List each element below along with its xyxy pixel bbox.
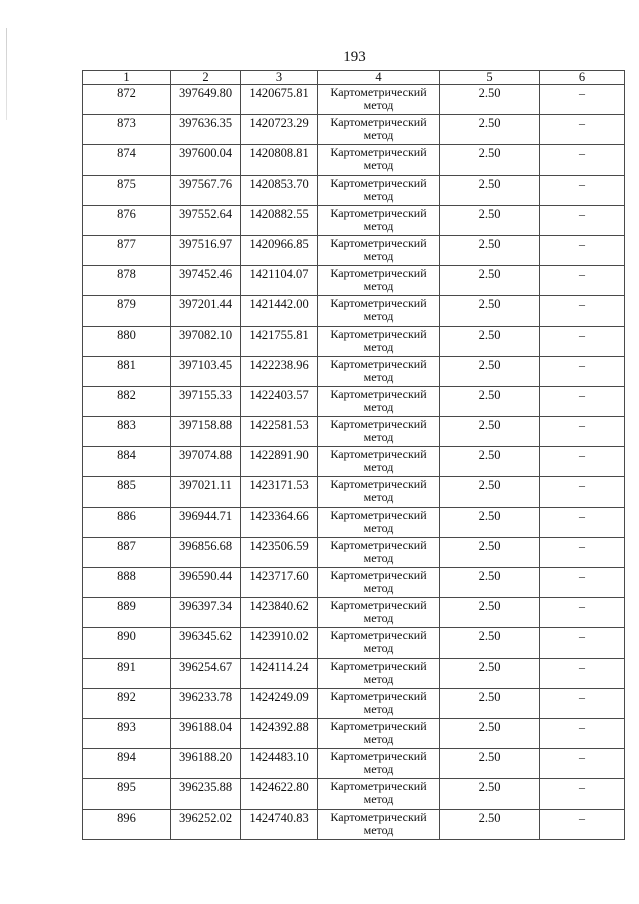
note-cell: – bbox=[540, 688, 625, 718]
x-coordinate-cell: 397567.76 bbox=[171, 175, 241, 205]
x-coordinate-cell: 397452.46 bbox=[171, 266, 241, 296]
point-number-cell: 885 bbox=[83, 477, 171, 507]
note-cell: – bbox=[540, 115, 625, 145]
column-header: 5 bbox=[440, 71, 540, 85]
note-cell: – bbox=[540, 85, 625, 115]
method-cell: Картометрический метод bbox=[318, 507, 440, 537]
y-coordinate-cell: 1421104.07 bbox=[241, 266, 318, 296]
x-coordinate-cell: 397021.11 bbox=[171, 477, 241, 507]
x-coordinate-cell: 397082.10 bbox=[171, 326, 241, 356]
point-number-cell: 875 bbox=[83, 175, 171, 205]
method-cell: Картометрический метод bbox=[318, 296, 440, 326]
table-row bbox=[83, 447, 625, 477]
y-coordinate-cell: 1421755.81 bbox=[241, 326, 318, 356]
method-cell: Картометрический метод bbox=[318, 85, 440, 115]
method-cell: Картометрический метод bbox=[318, 568, 440, 598]
table-row bbox=[83, 85, 625, 115]
table-row bbox=[83, 145, 625, 175]
method-cell: Картометрический метод bbox=[318, 356, 440, 386]
y-coordinate-cell: 1423910.02 bbox=[241, 628, 318, 658]
table-row bbox=[83, 658, 625, 688]
method-cell: Картометрический метод bbox=[318, 658, 440, 688]
accuracy-cell: 2.50 bbox=[440, 688, 540, 718]
table-row bbox=[83, 749, 625, 779]
x-coordinate-cell: 397636.35 bbox=[171, 115, 241, 145]
point-number-cell: 883 bbox=[83, 417, 171, 447]
point-number-cell: 888 bbox=[83, 568, 171, 598]
table-row bbox=[83, 205, 625, 235]
x-coordinate-cell: 396590.44 bbox=[171, 568, 241, 598]
accuracy-cell: 2.50 bbox=[440, 115, 540, 145]
note-cell: – bbox=[540, 145, 625, 175]
note-cell: – bbox=[540, 507, 625, 537]
point-number-cell: 887 bbox=[83, 537, 171, 567]
table-row bbox=[83, 688, 625, 718]
x-coordinate-cell: 397201.44 bbox=[171, 296, 241, 326]
accuracy-cell: 2.50 bbox=[440, 386, 540, 416]
y-coordinate-cell: 1420675.81 bbox=[241, 85, 318, 115]
column-header: 4 bbox=[318, 71, 440, 85]
accuracy-cell: 2.50 bbox=[440, 417, 540, 447]
point-number-cell: 891 bbox=[83, 658, 171, 688]
point-number-cell: 895 bbox=[83, 779, 171, 809]
method-cell: Картометрический метод bbox=[318, 326, 440, 356]
x-coordinate-cell: 397074.88 bbox=[171, 447, 241, 477]
x-coordinate-cell: 397158.88 bbox=[171, 417, 241, 447]
y-coordinate-cell: 1422403.57 bbox=[241, 386, 318, 416]
y-coordinate-cell: 1423717.60 bbox=[241, 568, 318, 598]
point-number-cell: 878 bbox=[83, 266, 171, 296]
point-number-cell: 890 bbox=[83, 628, 171, 658]
method-cell: Картометрический метод bbox=[318, 175, 440, 205]
y-coordinate-cell: 1420882.55 bbox=[241, 205, 318, 235]
x-coordinate-cell: 397552.64 bbox=[171, 205, 241, 235]
table-row bbox=[83, 296, 625, 326]
x-coordinate-cell: 396944.71 bbox=[171, 507, 241, 537]
note-cell: – bbox=[540, 235, 625, 265]
note-cell: – bbox=[540, 326, 625, 356]
accuracy-cell: 2.50 bbox=[440, 477, 540, 507]
method-cell: Картометрический метод bbox=[318, 477, 440, 507]
table-row bbox=[83, 809, 625, 839]
note-cell: – bbox=[540, 447, 625, 477]
y-coordinate-cell: 1422238.96 bbox=[241, 356, 318, 386]
accuracy-cell: 2.50 bbox=[440, 205, 540, 235]
y-coordinate-cell: 1420966.85 bbox=[241, 235, 318, 265]
coordinates-table bbox=[82, 70, 625, 840]
point-number-cell: 872 bbox=[83, 85, 171, 115]
point-number-cell: 892 bbox=[83, 688, 171, 718]
table-row bbox=[83, 628, 625, 658]
y-coordinate-cell: 1421442.00 bbox=[241, 296, 318, 326]
y-coordinate-cell: 1424483.10 bbox=[241, 749, 318, 779]
note-cell: – bbox=[540, 296, 625, 326]
x-coordinate-cell: 397103.45 bbox=[171, 356, 241, 386]
method-cell: Картометрический метод bbox=[318, 749, 440, 779]
column-header: 6 bbox=[540, 71, 625, 85]
point-number-cell: 884 bbox=[83, 447, 171, 477]
accuracy-cell: 2.50 bbox=[440, 718, 540, 748]
note-cell: – bbox=[540, 356, 625, 386]
y-coordinate-cell: 1423364.66 bbox=[241, 507, 318, 537]
accuracy-cell: 2.50 bbox=[440, 658, 540, 688]
y-coordinate-cell: 1424249.09 bbox=[241, 688, 318, 718]
method-cell: Картометрический метод bbox=[318, 598, 440, 628]
x-coordinate-cell: 396233.78 bbox=[171, 688, 241, 718]
note-cell: – bbox=[540, 598, 625, 628]
accuracy-cell: 2.50 bbox=[440, 296, 540, 326]
page-number: 193 bbox=[343, 49, 366, 65]
note-cell: – bbox=[540, 175, 625, 205]
table-row bbox=[83, 175, 625, 205]
accuracy-cell: 2.50 bbox=[440, 598, 540, 628]
accuracy-cell: 2.50 bbox=[440, 447, 540, 477]
y-coordinate-cell: 1422891.90 bbox=[241, 447, 318, 477]
method-cell: Картометрический метод bbox=[318, 386, 440, 416]
accuracy-cell: 2.50 bbox=[440, 568, 540, 598]
x-coordinate-cell: 396345.62 bbox=[171, 628, 241, 658]
note-cell: – bbox=[540, 205, 625, 235]
method-cell: Картометрический метод bbox=[318, 628, 440, 658]
point-number-cell: 889 bbox=[83, 598, 171, 628]
method-cell: Картометрический метод bbox=[318, 447, 440, 477]
x-coordinate-cell: 396254.67 bbox=[171, 658, 241, 688]
accuracy-cell: 2.50 bbox=[440, 537, 540, 567]
table-row bbox=[83, 718, 625, 748]
point-number-cell: 873 bbox=[83, 115, 171, 145]
y-coordinate-cell: 1424392.88 bbox=[241, 718, 318, 748]
column-header: 3 bbox=[241, 71, 318, 85]
table-row bbox=[83, 568, 625, 598]
table-row bbox=[83, 417, 625, 447]
table-row bbox=[83, 326, 625, 356]
table-row bbox=[83, 477, 625, 507]
method-cell: Картометрический метод bbox=[318, 688, 440, 718]
point-number-cell: 894 bbox=[83, 749, 171, 779]
accuracy-cell: 2.50 bbox=[440, 628, 540, 658]
method-cell: Картометрический метод bbox=[318, 417, 440, 447]
accuracy-cell: 2.50 bbox=[440, 326, 540, 356]
accuracy-cell: 2.50 bbox=[440, 779, 540, 809]
x-coordinate-cell: 397600.04 bbox=[171, 145, 241, 175]
x-coordinate-cell: 397649.80 bbox=[171, 85, 241, 115]
table-row bbox=[83, 507, 625, 537]
table-body bbox=[83, 85, 625, 840]
note-cell: – bbox=[540, 386, 625, 416]
method-cell: Картометрический метод bbox=[318, 266, 440, 296]
y-coordinate-cell: 1420808.81 bbox=[241, 145, 318, 175]
method-cell: Картометрический метод bbox=[318, 145, 440, 175]
point-number-cell: 880 bbox=[83, 326, 171, 356]
point-number-cell: 886 bbox=[83, 507, 171, 537]
column-header: 2 bbox=[171, 71, 241, 85]
point-number-cell: 896 bbox=[83, 809, 171, 839]
y-coordinate-cell: 1424622.80 bbox=[241, 779, 318, 809]
point-number-cell: 881 bbox=[83, 356, 171, 386]
accuracy-cell: 2.50 bbox=[440, 175, 540, 205]
note-cell: – bbox=[540, 749, 625, 779]
accuracy-cell: 2.50 bbox=[440, 809, 540, 839]
x-coordinate-cell: 396252.02 bbox=[171, 809, 241, 839]
note-cell: – bbox=[540, 537, 625, 567]
method-cell: Картометрический метод bbox=[318, 809, 440, 839]
method-cell: Картометрический метод bbox=[318, 779, 440, 809]
note-cell: – bbox=[540, 779, 625, 809]
y-coordinate-cell: 1423506.59 bbox=[241, 537, 318, 567]
accuracy-cell: 2.50 bbox=[440, 235, 540, 265]
x-coordinate-cell: 396235.88 bbox=[171, 779, 241, 809]
x-coordinate-cell: 396188.20 bbox=[171, 749, 241, 779]
y-coordinate-cell: 1423840.62 bbox=[241, 598, 318, 628]
table-row bbox=[83, 266, 625, 296]
table-row bbox=[83, 115, 625, 145]
method-cell: Картометрический метод bbox=[318, 205, 440, 235]
accuracy-cell: 2.50 bbox=[440, 749, 540, 779]
method-cell: Картометрический метод bbox=[318, 235, 440, 265]
y-coordinate-cell: 1423171.53 bbox=[241, 477, 318, 507]
table-row bbox=[83, 386, 625, 416]
y-coordinate-cell: 1424114.24 bbox=[241, 658, 318, 688]
note-cell: – bbox=[540, 809, 625, 839]
table-row bbox=[83, 356, 625, 386]
y-coordinate-cell: 1420723.29 bbox=[241, 115, 318, 145]
note-cell: – bbox=[540, 568, 625, 598]
x-coordinate-cell: 396856.68 bbox=[171, 537, 241, 567]
column-header: 1 bbox=[83, 71, 171, 85]
y-coordinate-cell: 1420853.70 bbox=[241, 175, 318, 205]
table-row bbox=[83, 598, 625, 628]
table-row bbox=[83, 235, 625, 265]
note-cell: – bbox=[540, 477, 625, 507]
table-row bbox=[83, 779, 625, 809]
note-cell: – bbox=[540, 417, 625, 447]
accuracy-cell: 2.50 bbox=[440, 356, 540, 386]
note-cell: – bbox=[540, 628, 625, 658]
table-row bbox=[83, 537, 625, 567]
point-number-cell: 882 bbox=[83, 386, 171, 416]
note-cell: – bbox=[540, 266, 625, 296]
x-coordinate-cell: 397516.97 bbox=[171, 235, 241, 265]
method-cell: Картометрический метод bbox=[318, 115, 440, 145]
accuracy-cell: 2.50 bbox=[440, 145, 540, 175]
accuracy-cell: 2.50 bbox=[440, 507, 540, 537]
note-cell: – bbox=[540, 658, 625, 688]
point-number-cell: 893 bbox=[83, 718, 171, 748]
method-cell: Картометрический метод bbox=[318, 537, 440, 567]
x-coordinate-cell: 396397.34 bbox=[171, 598, 241, 628]
accuracy-cell: 2.50 bbox=[440, 85, 540, 115]
x-coordinate-cell: 396188.04 bbox=[171, 718, 241, 748]
scan-margin-mark bbox=[6, 28, 7, 120]
header-row bbox=[83, 71, 625, 85]
point-number-cell: 877 bbox=[83, 235, 171, 265]
note-cell: – bbox=[540, 718, 625, 748]
point-number-cell: 879 bbox=[83, 296, 171, 326]
x-coordinate-cell: 397155.33 bbox=[171, 386, 241, 416]
point-number-cell: 876 bbox=[83, 205, 171, 235]
y-coordinate-cell: 1424740.83 bbox=[241, 809, 318, 839]
point-number-cell: 874 bbox=[83, 145, 171, 175]
y-coordinate-cell: 1422581.53 bbox=[241, 417, 318, 447]
method-cell: Картометрический метод bbox=[318, 718, 440, 748]
accuracy-cell: 2.50 bbox=[440, 266, 540, 296]
